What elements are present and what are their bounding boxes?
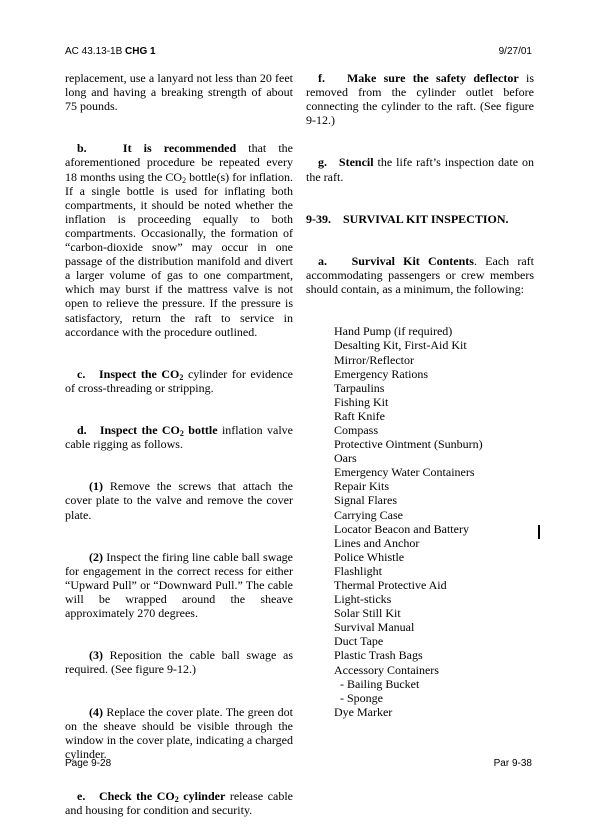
- kit-item: Solar Still Kit: [334, 606, 401, 621]
- paragraph-c-heading: Inspect the $CO_2$: [98, 366, 184, 382]
- paragraph-f: f. Make sure the safety deflector is removed from the cylinder outlet before connecting the cylinder to the raft. (See figure 9-12.): [306, 71, 534, 128]
- kit-item: Survival Manual: [334, 620, 415, 635]
- paragraph-b: b. It is recommended that the aforementioned procedure be repeated every 18 months using the $CO_2$ bottle(s) for inflation. If a single bottle is used for inflating both compartments, it should be noted whether the inflation is proceeding equally to both compartments. Occasionally, the formation of “carbon-dioxide snow” may occur in one passage of the distribution manifold and divert a larger volume of gas to one compartment, which may burst if the mattress valve is not open to relieve the pressure. If the pressure is satisfactory, return the raft to service in accordance with the procedure outlined.: [65, 141, 294, 339]
- kit-item: Police Whistle: [334, 549, 405, 564]
- change-bar: [538, 525, 540, 539]
- kit-item: Locator Beacon and Battery: [334, 521, 469, 536]
- paragraph-a-heading: Survival Kit Contents: [351, 253, 474, 268]
- kit-item: Oars: [334, 451, 357, 466]
- kit-item: Dye Marker: [334, 704, 393, 719]
- kit-item: Duct Tape: [334, 634, 384, 649]
- paragraph-d1: (1) Remove the screws that attach the cover plate to the valve and remove the cover plate.: [65, 479, 293, 522]
- paragraph-reference: Par 9-38: [493, 758, 532, 769]
- left-column: [65, 71, 293, 831]
- kit-item: Emergency Rations: [334, 366, 429, 381]
- paragraph-d4: (4) Replace the cover plate. The green dot on the sheave should be visible through the window in the cover plate, indicating a charged cylinder.: [65, 704, 293, 761]
- survival-kit-list: [306, 324, 534, 719]
- paragraph-d2: (2) Inspect the firing line cable ball swage for engagement in the correct recess for either “Upward Pull” or “Downward Pull.” The cable will be wrapped around the sheave approximately 270 degrees.: [65, 549, 293, 621]
- page-header: [65, 46, 532, 57]
- header-date: 9/27/01: [498, 46, 532, 57]
- kit-item: Compass: [334, 422, 379, 437]
- kit-item: - Sponge: [334, 690, 383, 705]
- kit-item: Emergency Water Containers: [334, 465, 475, 480]
- kit-item: Light-sticks: [334, 592, 392, 607]
- kit-item: Lines and Anchor: [334, 535, 420, 550]
- paragraph-g-heading: Stencil: [338, 155, 374, 170]
- paragraph-d3: (3) Reposition the cable ball swage as required. (See figure 9-12.): [65, 648, 293, 677]
- kit-item: Carrying Case: [334, 507, 403, 522]
- kit-item: Signal Flares: [334, 493, 397, 508]
- kit-item: Accessory Containers: [334, 662, 439, 677]
- kit-item: Mirror/Reflector: [334, 352, 414, 367]
- paragraph-c: c. Inspect the $CO_2$ cylinder for evidence of cross-threading or stripping.: [65, 366, 293, 395]
- page-number: Page 9-28: [65, 758, 112, 769]
- change-number: CHG 1: [125, 46, 156, 57]
- paragraph-f-heading: Make sure the safety deflector: [346, 71, 519, 85]
- kit-item: Tarpaulins: [334, 380, 385, 395]
- kit-item: Desalting Kit, First-Aid Kit: [334, 338, 467, 353]
- kit-item: Thermal Protective Aid: [334, 578, 447, 592]
- section-heading: 9-39. SURVIVAL KIT INSPECTION.: [306, 211, 509, 226]
- page-footer: [65, 758, 532, 769]
- paragraph-g: g. Stencil the life raft’s inspection date on the raft.: [306, 155, 534, 184]
- kit-item: - Bailing Bucket: [334, 676, 420, 691]
- paragraph-a: a. Survival Kit Contents. Each raft accommodating passengers or crew members should contain, as a minimum, the following:: [306, 253, 535, 297]
- paragraph-e-heading: Check the $CO_2$ cylinder: [98, 789, 226, 805]
- kit-item: Repair Kits: [334, 479, 389, 494]
- paragraph-e: e. Check the $CO_2$ cylinder release cable and housing for condition and security.: [65, 789, 293, 818]
- right-column: [306, 71, 534, 719]
- paragraph-continued: replacement, use a lanyard not less than 20 feet long and having a breaking strength of about 75 pounds.: [65, 71, 293, 114]
- kit-item: Plastic Trash Bags: [334, 648, 423, 663]
- kit-item: Hand Pump (if required): [334, 324, 453, 339]
- kit-item: Protective Ointment (Sunburn): [334, 437, 483, 452]
- kit-item: Flashlight: [334, 563, 383, 578]
- paragraph-d-heading: Inspect the $CO_2$ bottle: [99, 423, 218, 439]
- paragraph-d: d. Inspect the $CO_2$ bottle inflation valve cable rigging as follows.: [65, 423, 293, 452]
- kit-item: Raft Knife: [334, 408, 385, 423]
- paragraph-b-heading: It is recommended: [122, 141, 237, 156]
- doc-id: AC 43.13-1B: [65, 46, 123, 57]
- kit-item: Fishing Kit: [334, 394, 389, 409]
